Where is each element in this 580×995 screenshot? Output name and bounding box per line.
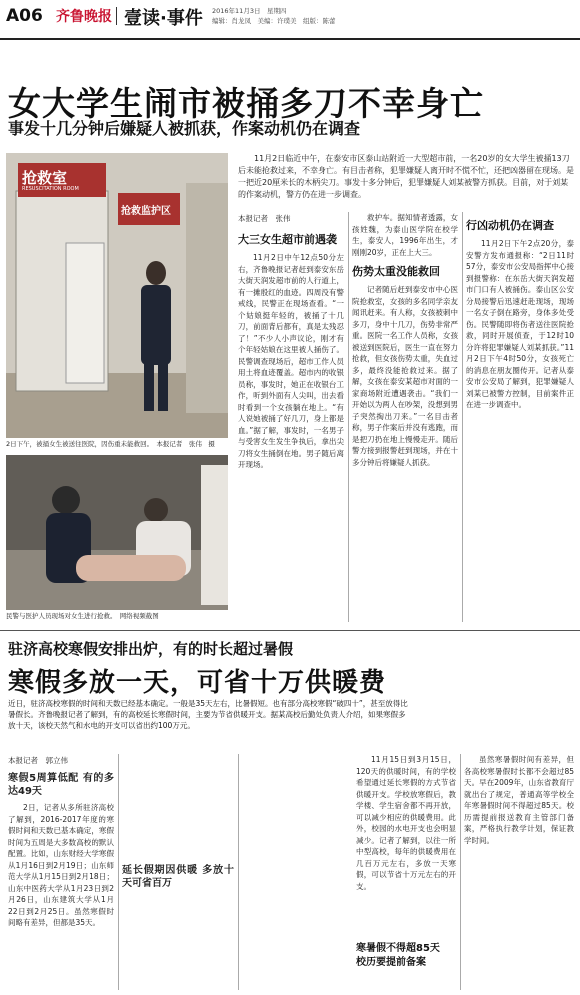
resuscitation-sign-en: RESUSCITATION ROOM [22,186,79,192]
editors-line: 编辑：肖龙凤 美编：许璞美 组版：陈蕾 [212,17,336,25]
monitoring-sign: 抢救监护区 [121,206,171,217]
rescue-scene-illustration [6,455,228,610]
page-header [0,0,580,40]
story2-headline: 寒假多放一天，可省十万供暖费 [8,668,387,698]
story-divider [0,630,580,631]
story1-col2-text: 救护车。据知情者透露，女孩姓魏，为泰山医学院在校学生，泰安人，1996年出生，才刚刚20岁，正在上大三。 [352,213,458,257]
photo2-caption: 民警与医护人员现场对女生进行抢救。 网络视频截图 [6,612,159,620]
hospital-photo [6,153,228,438]
main-subhead: 事发十几分钟后嫌疑人被抓获，作案动机仍在调查 [8,119,361,138]
section-title: 壹读·事件 [124,4,203,30]
story2-col4-text: 虽然寒暑假时间有差异，但各高校寒暑假时长都不会超过85天。早在2009年，山东省教育厅就出台了规定，普通高等学校全年寒暑假时间不得超过85天。校历需提前报送教育主管部门备案，严格执行教学计划，保证教学时间。 [464,755,574,845]
issue-date: 2016年11月3日 星期四 [212,7,287,15]
photo1-caption: 2日下午，被捅女生被送往医院，因伤重未能救回。 本报记者 张伟 摄 [6,440,215,448]
column-divider [238,754,239,990]
page-number: A06 [6,6,43,26]
story2-column-2 [122,754,234,990]
story2-kicker: 驻济高校寒假安排出炉，有的时长超过暑假 [8,640,294,658]
story2-column-1 [8,754,114,990]
column-divider [460,754,461,990]
main-headline: 女大学生闹市被捅多刀不幸身亡 [8,84,484,123]
story1-col2-text2: 记者随后赶到泰安市中心医院抢救室，女孩的多名同学亲友闻讯赶来。有人称，女孩被刺中多刀，身中十几刀，伤势非常严重。医院一名工作人员称，女孩被送到医院后，医生一直在努力抢救，但女孩伤势太重，失血过多，最终没能抢救过来。据了解，女孩在泰安某超市对面的一家商场附近遭遇袭击。“我们一开始以为两人在吵架，没想到男子突然掏出刀来。”一名目击者称，男子作案后并没有逃跑，而是把刀扔在地上慢慢走开。随后警方接到报警赶到现场，并在十多分钟后将嫌疑人抓获。 [352,285,458,467]
story1-column-2 [352,212,458,622]
newspaper-logo: 齐鲁晚报 [56,9,112,25]
story2-col1-text: 2日，记者从多所驻济高校了解到，2016-2017年度的寒假时间和天数已基本确定，寒假时间为五周是大多数高校的默认配置。比如，山东财经大学寒假从1月16日到2月19日；山东师范大学从1月15日到2月18日；山东中医药大学从1月23日到2月26日，山东建筑大学从1月22日到2月25日。虽然寒假时间略有差异，但都是35天。 [8,803,114,927]
story1-column-1 [238,212,344,622]
story2-sidebox-title: 寒暑假不得超85天 校历要提前备案 [356,943,440,968]
rescue-photo [6,455,228,610]
story2-subtitle-1: 寒假5周算低配 有的多达49天 [8,773,114,797]
story2-lead: 近日，驻济高校寒假的时间和天数已经基本确定。一般是35天左右，比暑假短。也有部分高校寒假“破四十”，甚至放得比暑假长。齐鲁晚报记者了解到，有的高校延长寒假时间，主要为节省供暖开支。据某高校后勤处负责人介绍，如果寒假多放十天，该校天然气和水电的开支可以省出约100万元。 [8,699,408,730]
story1-col3-text: 11月2日下午2点20分，泰安警方发布通报称：“2日11时57分，泰安市公安局指挥中心接到报警称：在东岳大街天润发超市门口有人被捅伤。泰山区公安分局接警后迅速赶赴现场，现场一名女子倒在路旁，身体多处受伤。民警随即将伤者送往医院抢救，同时开展侦查，于12时10分许将犯罪嫌疑人刘某抓获。”11月2日下午4时50分，女孩死亡的消息在朋友圈传开。记者从泰安市公安局了解到，犯罪嫌疑人刘某已被警方控制，目前案件正在进一步调查中。 [466,239,574,409]
story2-byline: 本报记者 郭立伟 [8,756,68,765]
story1-subtitle-3: 行凶动机仍在调查 [466,219,554,232]
hospital-corridor-illustration [6,153,228,438]
resuscitation-sign: 抢救室 [22,169,68,187]
story1-subtitle-2: 伤势太重没能救回 [352,265,440,278]
story2-col3-text: 11月15日到3月15日，120天的供暖时间，有的学校希望通过延长寒假的方式节省供暖开支。学校放寒假后，教学楼、学生宿舍都不再开放，可以减少相应的供暖费用。此外，校园的水电开支也会明显减少。记者了解到，以往一所中型高校，每年的供暖费用在几百万元左右，多放一天寒假，可以节省十万元左右的开支。 [356,755,456,891]
column-divider [348,212,349,622]
story1-byline: 本报记者 张伟 [238,214,291,223]
story1-subtitle-1: 大三女生超市前遇袭 [238,233,337,246]
column-divider [118,754,119,990]
column-divider [462,212,463,622]
story2-subtitle-2: 延长假期因供暖 多放十天可省百万 [122,865,234,889]
story1-col1-text: 11月2日中午12点50分左右，齐鲁晚报记者赶到泰安东岳大街天润发超市前的人行道上，有一摊殷红的血迹。四周没有警戒线，民警正在现场查看。“一个姑娘挺年轻的，被捅了十几刀，前面背后都有，真是太残忍了！”不少人小声议论，刚才有个年轻姑娘在这里被人捅伤了。民警调查现场后，超市工作人员用土将血迹覆盖。超市内的收银员称，事发时，她正在收银台工作，听到外面有人尖叫，出去看时看到一个女孩躺在地上。“有人说她被捅了好几刀，身上都是血。”据了解，事发时，一名男子与受害女生发生争执后，拿出尖刀将女生捅倒在地。男子随后离开现场。 [238,253,344,469]
story2-column-4 [464,754,574,990]
story2-column-3 [356,754,456,938]
story1-column-3 [466,212,574,622]
story1-lead: 11月2日临近中午，在泰安市区泰山站附近一大型超市前，一名20岁的女大学生被捅13刀后未能抢救过来，不幸身亡。有目击者称，犯罪嫌疑人离开时不慌不忙，还把凶器留在现场。是一把近20厘米长的木柄尖刀。事发十多分钟后，犯罪嫌疑人刘某被警方抓获。目前，对于刘某的作案动机，警方仍在进一步调查。 [238,154,574,199]
